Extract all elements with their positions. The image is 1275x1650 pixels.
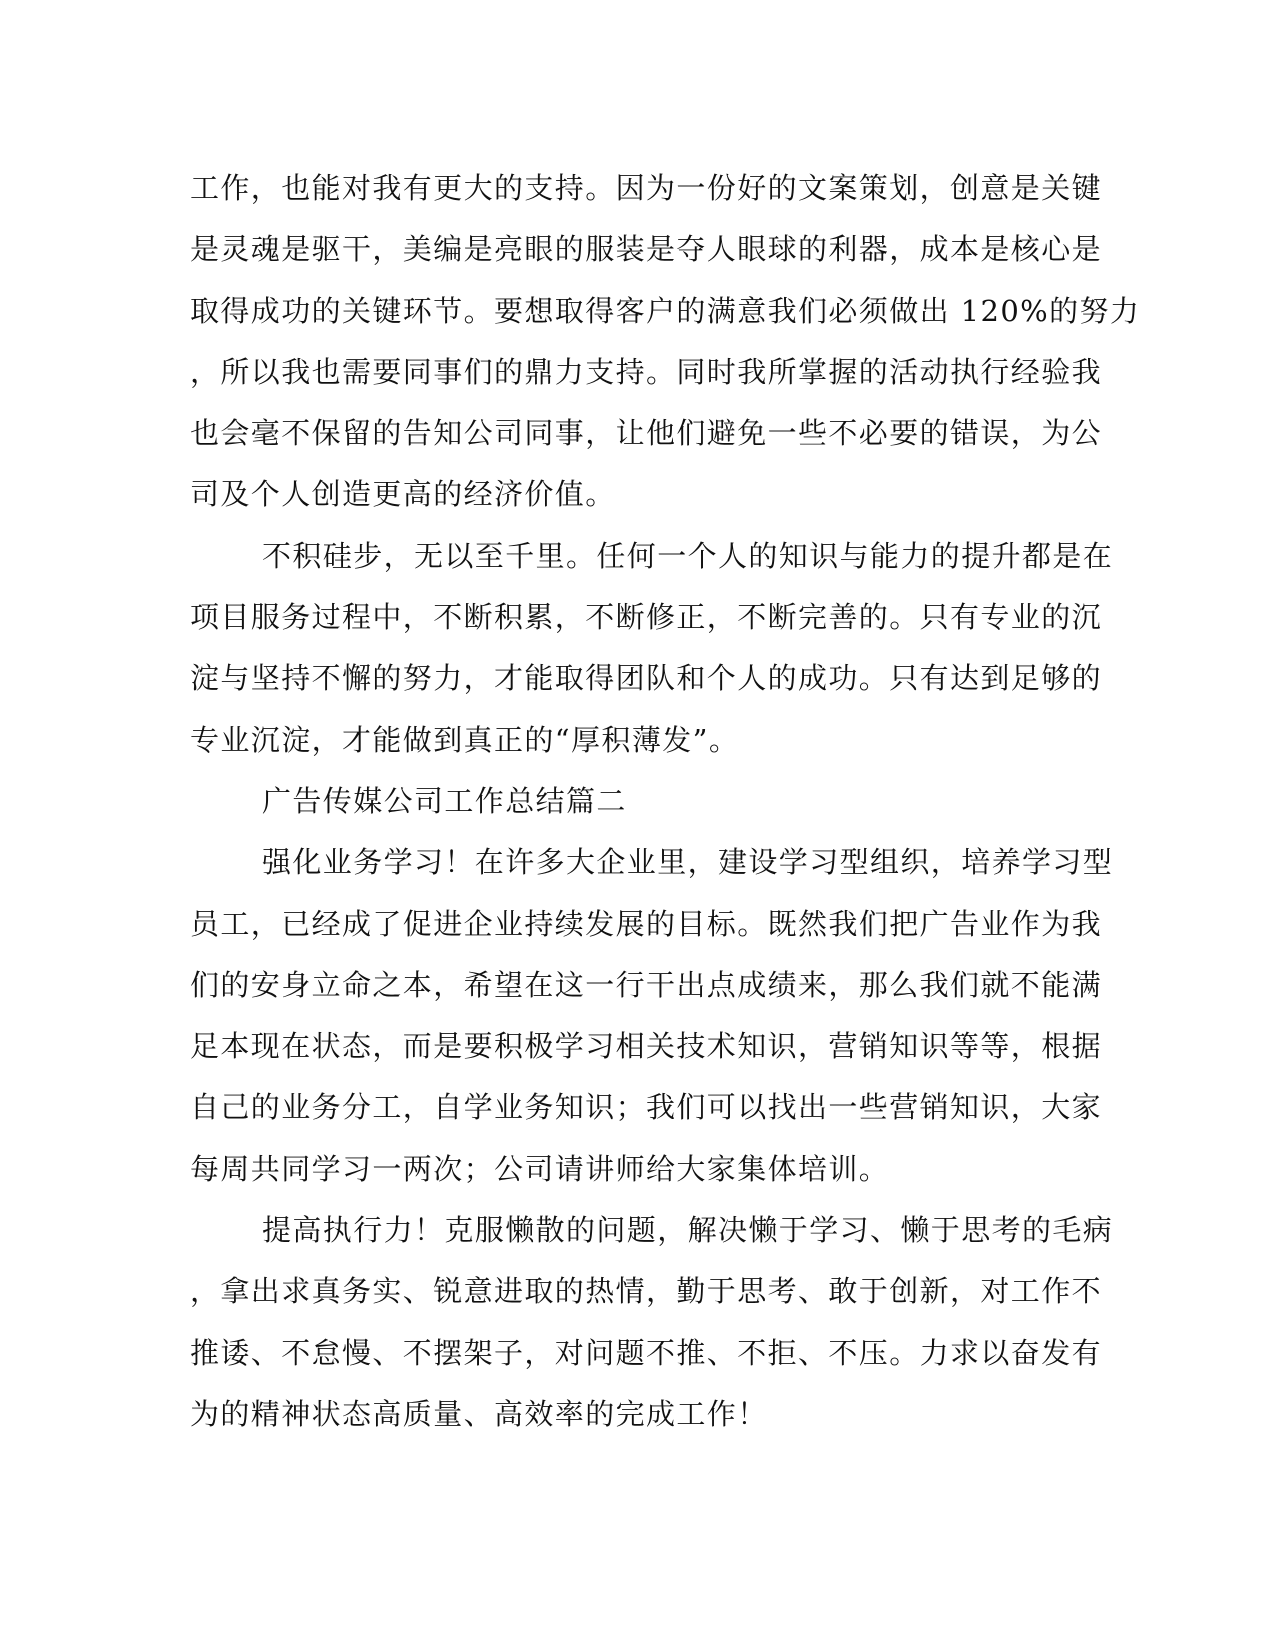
text-line: 司及个人创造更高的经济价值。 xyxy=(190,477,616,512)
paragraph-2 xyxy=(190,526,1114,771)
text-line: 足本现在状态，而是要积极学习相关技术知识，营销知识等等，根据 xyxy=(190,1029,1103,1064)
text-line: 工作，也能对我有更大的支持。因为一份好的文案策划，创意是关键 xyxy=(190,171,1103,205)
text-line: ，所以我也需要同事们的鼎力支持。同时我所掌握的活动执行经验我 xyxy=(190,354,1103,389)
text-line: 每周共同学习一两次；公司请讲师给大家集体培训。 xyxy=(190,1151,890,1186)
text-line: 自己的业务分工，自学业务知识；我们可以找出一些营销知识，大家 xyxy=(190,1090,1103,1125)
text-line: 专业沉淀，才能做到真正的“厚积薄发”。 xyxy=(190,722,740,757)
text-line: 强化业务学习！在许多大企业里，建设学习型组织，培养学习型 xyxy=(262,845,1114,880)
text-line: 为的精神状态高质量、高效率的完成工作！ xyxy=(190,1396,768,1431)
text-line: 员工，已经成了促进企业持续发展的目标。既然我们把广告业作为我 xyxy=(190,906,1103,941)
text-line: 项目服务过程中，不断积累，不断修正，不断完善的。只有专业的沉 xyxy=(190,600,1103,635)
paragraph-3 xyxy=(190,832,1114,1200)
text-line: 是灵魂是驱干，美编是亮眼的服装是夺人眼球的利器，成本是核心是 xyxy=(190,232,1103,267)
document-body xyxy=(190,158,1141,1445)
text-line: 淀与坚持不懈的努力，才能取得团队和个人的成功。只有达到足够的 xyxy=(190,661,1103,696)
text-line: 取得成功的关键环节。要想取得客户的满意我们必须做出 120%的努力 xyxy=(190,293,1141,328)
text-line: 提高执行力！克服懒散的问题，解决懒于学习、懒于思考的毛病 xyxy=(262,1213,1114,1248)
text-line: 也会毫不保留的告知公司同事，让他们避免一些不必要的错误，为公 xyxy=(190,416,1103,451)
paragraph-1 xyxy=(190,158,1141,526)
text-line: 推诿、不怠慢、不摆架子，对问题不推、不拒、不压。力求以奋发有 xyxy=(190,1335,1103,1370)
text-line: 们的安身立命之本，希望在这一行干出点成绩来，那么我们就不能满 xyxy=(190,967,1103,1002)
heading-text: 广告传媒公司工作总结篇二 xyxy=(262,783,627,818)
paragraph-4 xyxy=(190,1200,1114,1445)
text-line: ，拿出求真务实、锐意进取的热情，勤于思考、敢于创新，对工作不 xyxy=(190,1274,1103,1309)
section-heading xyxy=(190,771,1086,832)
text-line: 不积硅步，无以至千里。任何一个人的知识与能力的提升都是在 xyxy=(262,538,1114,573)
